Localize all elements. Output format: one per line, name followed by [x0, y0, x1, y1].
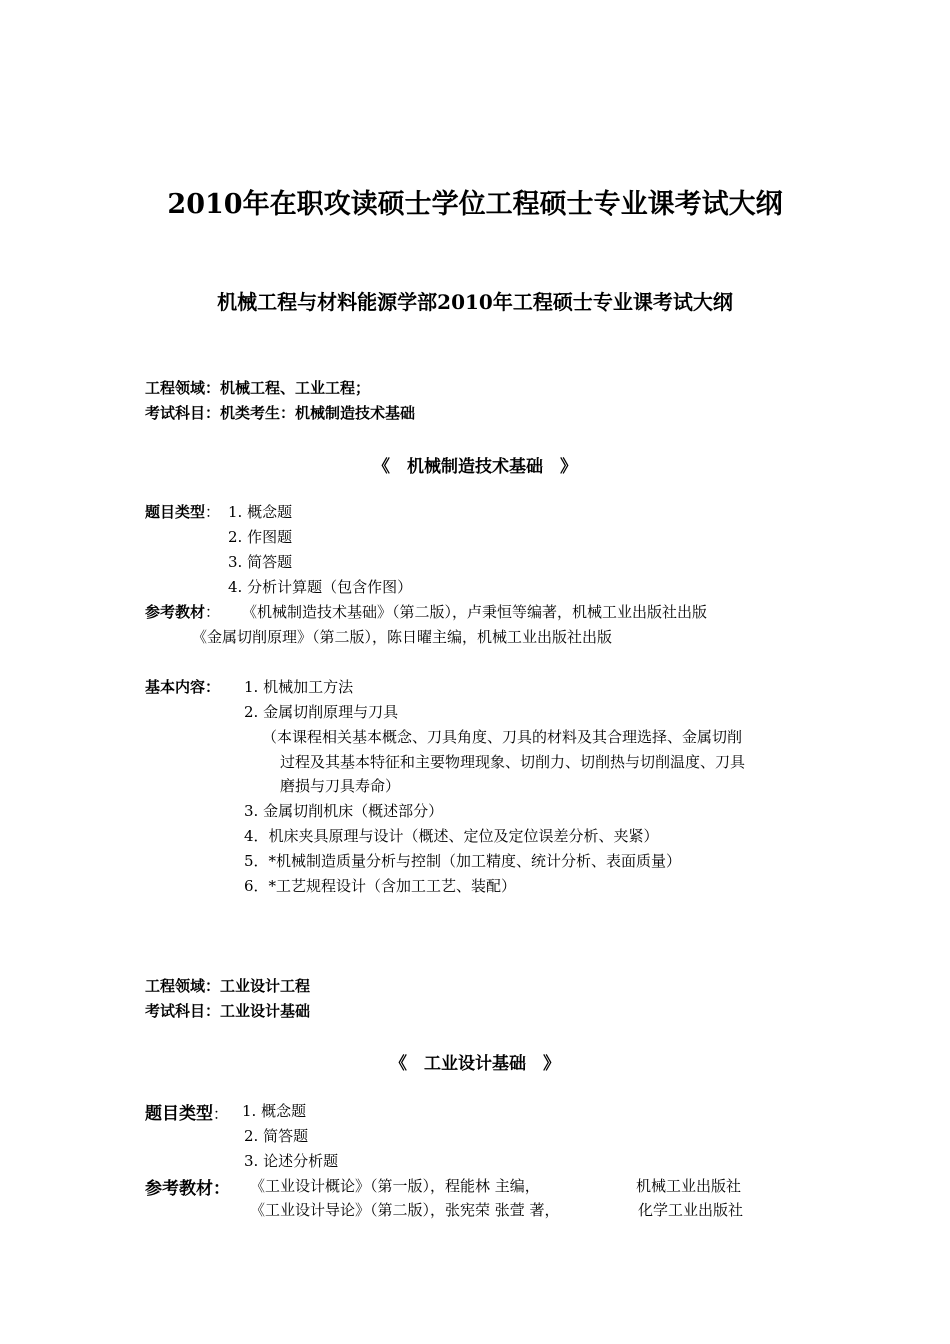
- exam-subject-1: 考试科目：机类考生：机械制造技术基础: [145, 404, 416, 422]
- textbooks-heading-1: [145, 601, 220, 622]
- content-item: （本课程相关基本概念、刀具角度、刀具的材料及其合理选择、金属切削: [262, 728, 743, 746]
- engineering-field-1: 工程领域：机械工程、工业工程；: [145, 379, 371, 397]
- course-title-1: 《 机械制造技术基础 》: [373, 457, 577, 477]
- exam-subject-2: 考试科目：工业设计基础: [145, 1002, 311, 1020]
- textbooks-label-2: 参考教材：: [145, 1179, 230, 1199]
- textbooks-label: 参考教材: [145, 603, 206, 621]
- question-type-item: 2. 简答题: [244, 1127, 309, 1145]
- question-type-item: 1. 概念题: [242, 1102, 307, 1120]
- course-title-2: 《 工业设计基础 》: [390, 1054, 560, 1074]
- content-item: 2. 金属切削原理与刀具: [244, 703, 399, 721]
- basic-content-label: 基本内容：: [145, 678, 221, 696]
- question-type-item: 4. 分析计算题（包含作图）: [228, 578, 413, 596]
- question-types-heading-1: [145, 501, 220, 522]
- question-types-colon: ：: [213, 1105, 229, 1123]
- textbook-item: 《金属切削原理》（第二版），陈日曜主编，机械工业出版社出版: [192, 628, 613, 646]
- page-title: 2010年在职攻读硕士学位工程硕士专业课考试大纲: [167, 189, 783, 220]
- content-item: 过程及其基本特征和主要物理现象、切削力、切削热与切削温度、刀具: [280, 753, 746, 771]
- content-item: 4．机床夹具原理与设计（概述、定位及定位误差分析、夹紧）: [244, 827, 659, 845]
- page-subtitle: 机械工程与材料能源学部2010年工程硕士专业课考试大纲: [217, 290, 733, 314]
- question-type-item: 3. 论述分析题: [244, 1152, 339, 1170]
- content-item: 3. 金属切削机床（概述部分）: [244, 802, 444, 820]
- textbooks-colon: ：: [205, 603, 221, 621]
- question-type-item: 3. 简答题: [228, 553, 293, 571]
- content-item: 1. 机械加工方法: [244, 678, 354, 696]
- textbook-publisher: 化学工业出版社: [638, 1201, 744, 1219]
- engineering-field-2: 工程领域：工业设计工程: [145, 977, 311, 995]
- textbook-title: 《工业设计概论》（第一版），程能林 主编，: [250, 1177, 540, 1195]
- question-types-heading-2: [145, 1099, 228, 1124]
- question-type-item: 2. 作图题: [228, 528, 293, 546]
- question-types-label: 题目类型: [145, 503, 206, 521]
- content-item: 6．*工艺规程设计（含加工工艺、装配）: [244, 877, 517, 895]
- textbook-publisher: 机械工业出版社: [636, 1177, 742, 1195]
- question-types-label: 题目类型: [145, 1104, 213, 1124]
- question-type-item: 1. 概念题: [228, 503, 293, 521]
- textbook-item: 《机械制造技术基础》（第二版），卢秉恒等编著，机械工业出版社出版: [242, 603, 708, 621]
- question-types-colon: ：: [205, 503, 221, 521]
- content-item: 磨损与刀具寿命）: [280, 777, 401, 795]
- content-item: 5．*机械制造质量分析与控制（加工精度、统计分析、表面质量）: [244, 852, 682, 870]
- textbook-title: 《工业设计导论》（第二版），张宪荣 张萱 著，: [250, 1201, 560, 1219]
